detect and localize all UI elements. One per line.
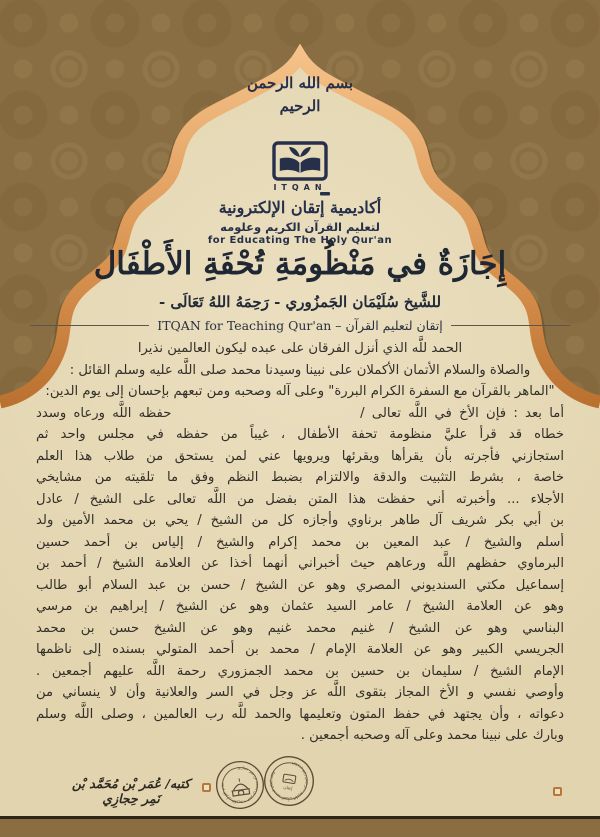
- corner-square-icon: [553, 787, 562, 796]
- sheikh-subtitle: للشَّيخ سُلَيْمَان الجَمزُوري - رَحِمَهُ اللهُ تَعَالَى -: [158, 293, 442, 311]
- mosque-seal-stamp: [212, 757, 268, 813]
- certificate-body: [36, 338, 564, 747]
- body-line: وهو عن العلامة الشيخ / عامر السيد عثمان وهو عن الشيخ / إبراهيم بن مرسي: [36, 599, 564, 614]
- body-main-block: [36, 403, 564, 726]
- itqan-waqf-seal-stamp: [259, 751, 318, 810]
- body-line: أما بعد : فإن الأخ في اللَّه تعالى / حفظه اللَّه ورعاه وسدد: [36, 405, 564, 421]
- seal-center-text: إتقان: [282, 785, 293, 792]
- scribe-signature: كتبه/ عُمَر بْن مُحَمَّد بْن نَمِر حِجازِي: [71, 776, 191, 806]
- body-line: الإمام الشيخ / سليمان بن حسين بن محمد الجمزوري رحمة اللَّه عليهم أجمعين .: [36, 663, 564, 679]
- itqan-logo: [264, 140, 336, 198]
- signature-square-icon: [202, 783, 211, 792]
- basmala-calligraphy: بسم الله الرحمن الرحيم: [246, 74, 354, 115]
- logo-tagline-english: for Educating The Holy Qur'an: [207, 235, 393, 246]
- body-line: خطاه قد قرأ عليَّ منظومة تحفة الأطفال ، غيباً من حفظه في مجلس واحد ثم: [36, 427, 564, 442]
- body-intro-block: [36, 338, 564, 403]
- body-line: خاصة ، بشرط التثبيت والدقة والالتزام بضبط النظم وفق ما تلقيته من مشايخي: [36, 470, 564, 485]
- body-line: بن أبي بكر شريف آل طاهر برناوي وأجازه كل من الشيخ / يحي بن محمد الأمين ولد: [36, 513, 564, 528]
- body-line: الحمد للَّه الذي أنزل الفرقان على عبده ليكون العالمين نذيرا: [137, 341, 463, 356]
- body-line: أسلم والشيخ / عبد المعين بن محمد إكرام والشيخ / إلياس بن أحمد حسين: [36, 534, 564, 550]
- logo-tagline-arabic: لتعليم القرآن الكريم وعلومه: [220, 220, 380, 234]
- body-line: وأوصي نفسي و الأخ المجاز بتقوى اللَّه عز وجل في السر والعلانية وأن لا ينساني من: [36, 685, 564, 700]
- certificate-title: إِجَازَةٌ في مَنْظُومَةِ تُحْفَةِ الأَطْفَال: [93, 246, 507, 282]
- closing-line: وبارك على نبينا محمد وعلى آله وصحبه أجمعين .: [300, 728, 564, 743]
- body-line: إسماعيل مكتي السنديوني المصري وهو عن الشيخ / حسن بن عبد السلام أبو طالب: [36, 577, 564, 593]
- body-line: الأجلاء ... وأخبرته أني حفظت هذا المتن بفضل من اللَّه تعالى على الشيخ / عادل: [36, 491, 564, 507]
- divider-rule-left: [30, 325, 149, 326]
- body-line: الجريسي الكبير وهو عن العلامة الإمام / محمد بن أحمد المتولي بسنده إلى ناظمها: [36, 642, 564, 657]
- academy-name-calligraphy: أكاديمية إتقان الإلكترونية: [218, 198, 382, 217]
- title-divider: [30, 318, 570, 333]
- mosque-icon: [231, 783, 251, 796]
- body-line: البرماوي حفظهم اللَّه ورعاهم حيث أخبراني أنهما أخذا عن العلامة الشيخ / أحمد بن: [36, 556, 564, 571]
- body-line: البناسي وهو عن الشيخ / غنيم محمد غنيم وهو عن الشيخ حسن بن محمد: [36, 620, 564, 636]
- body-line: "الماهر بالقرآن مع السفرة الكرام البررة" وعلى آله وصحبه ومن تبعهم بإحسان إلى يوم الدين:: [45, 384, 555, 399]
- divider-rule-right: [451, 325, 570, 326]
- body-line: والصلاة والسلام الأتمان الأكملان على نبينا وسيدنا محمد صلى اللَّه عليه وسلم القائل :: [69, 362, 531, 378]
- footer-row: [0, 750, 600, 816]
- body-line: دعواته ، وأن يجتهد في حفظ المتون وتعليمها والحمد للَّه رب العالمين ، وصلى اللَّه وسلم: [36, 706, 564, 722]
- seal-book-icon: [285, 779, 294, 782]
- bottom-strip: [0, 819, 600, 837]
- body-line: استجازني فأجرته بأن يقرأها ويقرئها ويرويها عني لمن يستحق من طلاب هذا العلم: [36, 448, 564, 464]
- divider-label: ITQAN for Teaching Qur'an – إتقان لتعليم القرآن: [157, 318, 443, 333]
- waqf-seal-ring-text: وقف إتقان لخدمة القرآن الكريم ۞ ترخيص رقم (٢٥٦١): [268, 760, 311, 802]
- mosque-seal-ring-text: خادم القرآن الكريم ۞ عمر بن محمد بن نمر حجازي: [219, 764, 261, 806]
- itqan-wordmark: ITQAN: [273, 183, 327, 192]
- monitor-stand: [320, 192, 330, 196]
- leaf-icon: [289, 147, 311, 157]
